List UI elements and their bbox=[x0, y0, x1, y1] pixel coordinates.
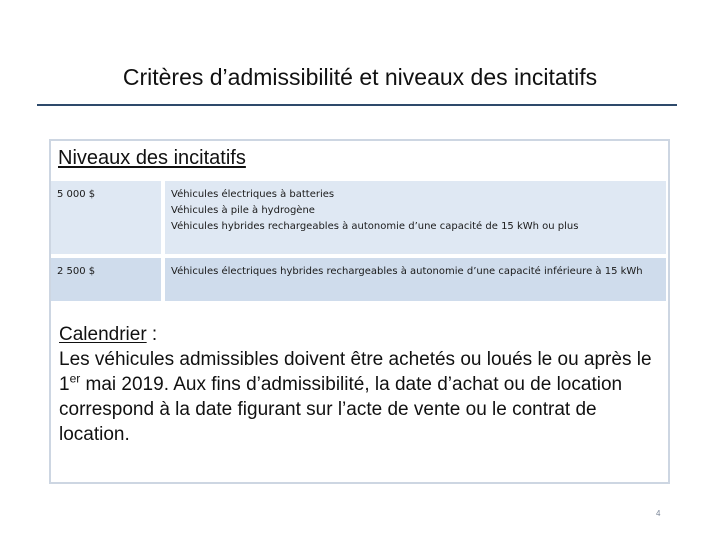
incentive-vehicles bbox=[163, 181, 666, 256]
vehicle-type-line: Véhicules à pile à hydrogène bbox=[171, 205, 315, 216]
page-number: 4 bbox=[656, 509, 661, 518]
table-row bbox=[51, 256, 666, 301]
vehicle-type-line: Véhicules hybrides rechargeables à autonomie d’une capacité de 15 kWh ou plus bbox=[171, 221, 579, 232]
incentive-amount: 2 500 $ bbox=[51, 256, 163, 301]
slide-title: Critères d’admissibilité et niveaux des incitatifs bbox=[122, 64, 598, 90]
incentives-table bbox=[51, 181, 666, 301]
vehicle-type-line: Véhicules électriques à batteries bbox=[171, 189, 335, 200]
calendar-text-part: Les véhicules admissibles doivent être achetés ou loués le ou après le 1 bbox=[59, 349, 652, 395]
calendar-heading: Calendrier bbox=[59, 324, 147, 345]
ordinal-suffix: er bbox=[69, 371, 81, 386]
vehicle-type-line: Véhicules électriques hybrides rechargeables à autonomie d’une capacité inférieure à 15 kWh bbox=[171, 266, 643, 277]
calendar-text bbox=[59, 347, 659, 447]
calendar-section bbox=[59, 322, 659, 447]
title-divider bbox=[37, 104, 677, 106]
incentives-heading: Niveaux des incitatifs bbox=[58, 147, 246, 169]
calendar-text-part: mai 2019. Aux fins d’admissibilité, la date d’achat ou de location correspond à la date figurant sur l’acte de vente ou le contrat de location. bbox=[59, 374, 623, 445]
incentive-vehicles bbox=[163, 256, 666, 301]
incentive-amount: 5 000 $ bbox=[51, 181, 163, 256]
calendar-heading-colon: : bbox=[146, 324, 158, 345]
table-row bbox=[51, 181, 666, 256]
calendar-heading-line bbox=[59, 322, 659, 347]
